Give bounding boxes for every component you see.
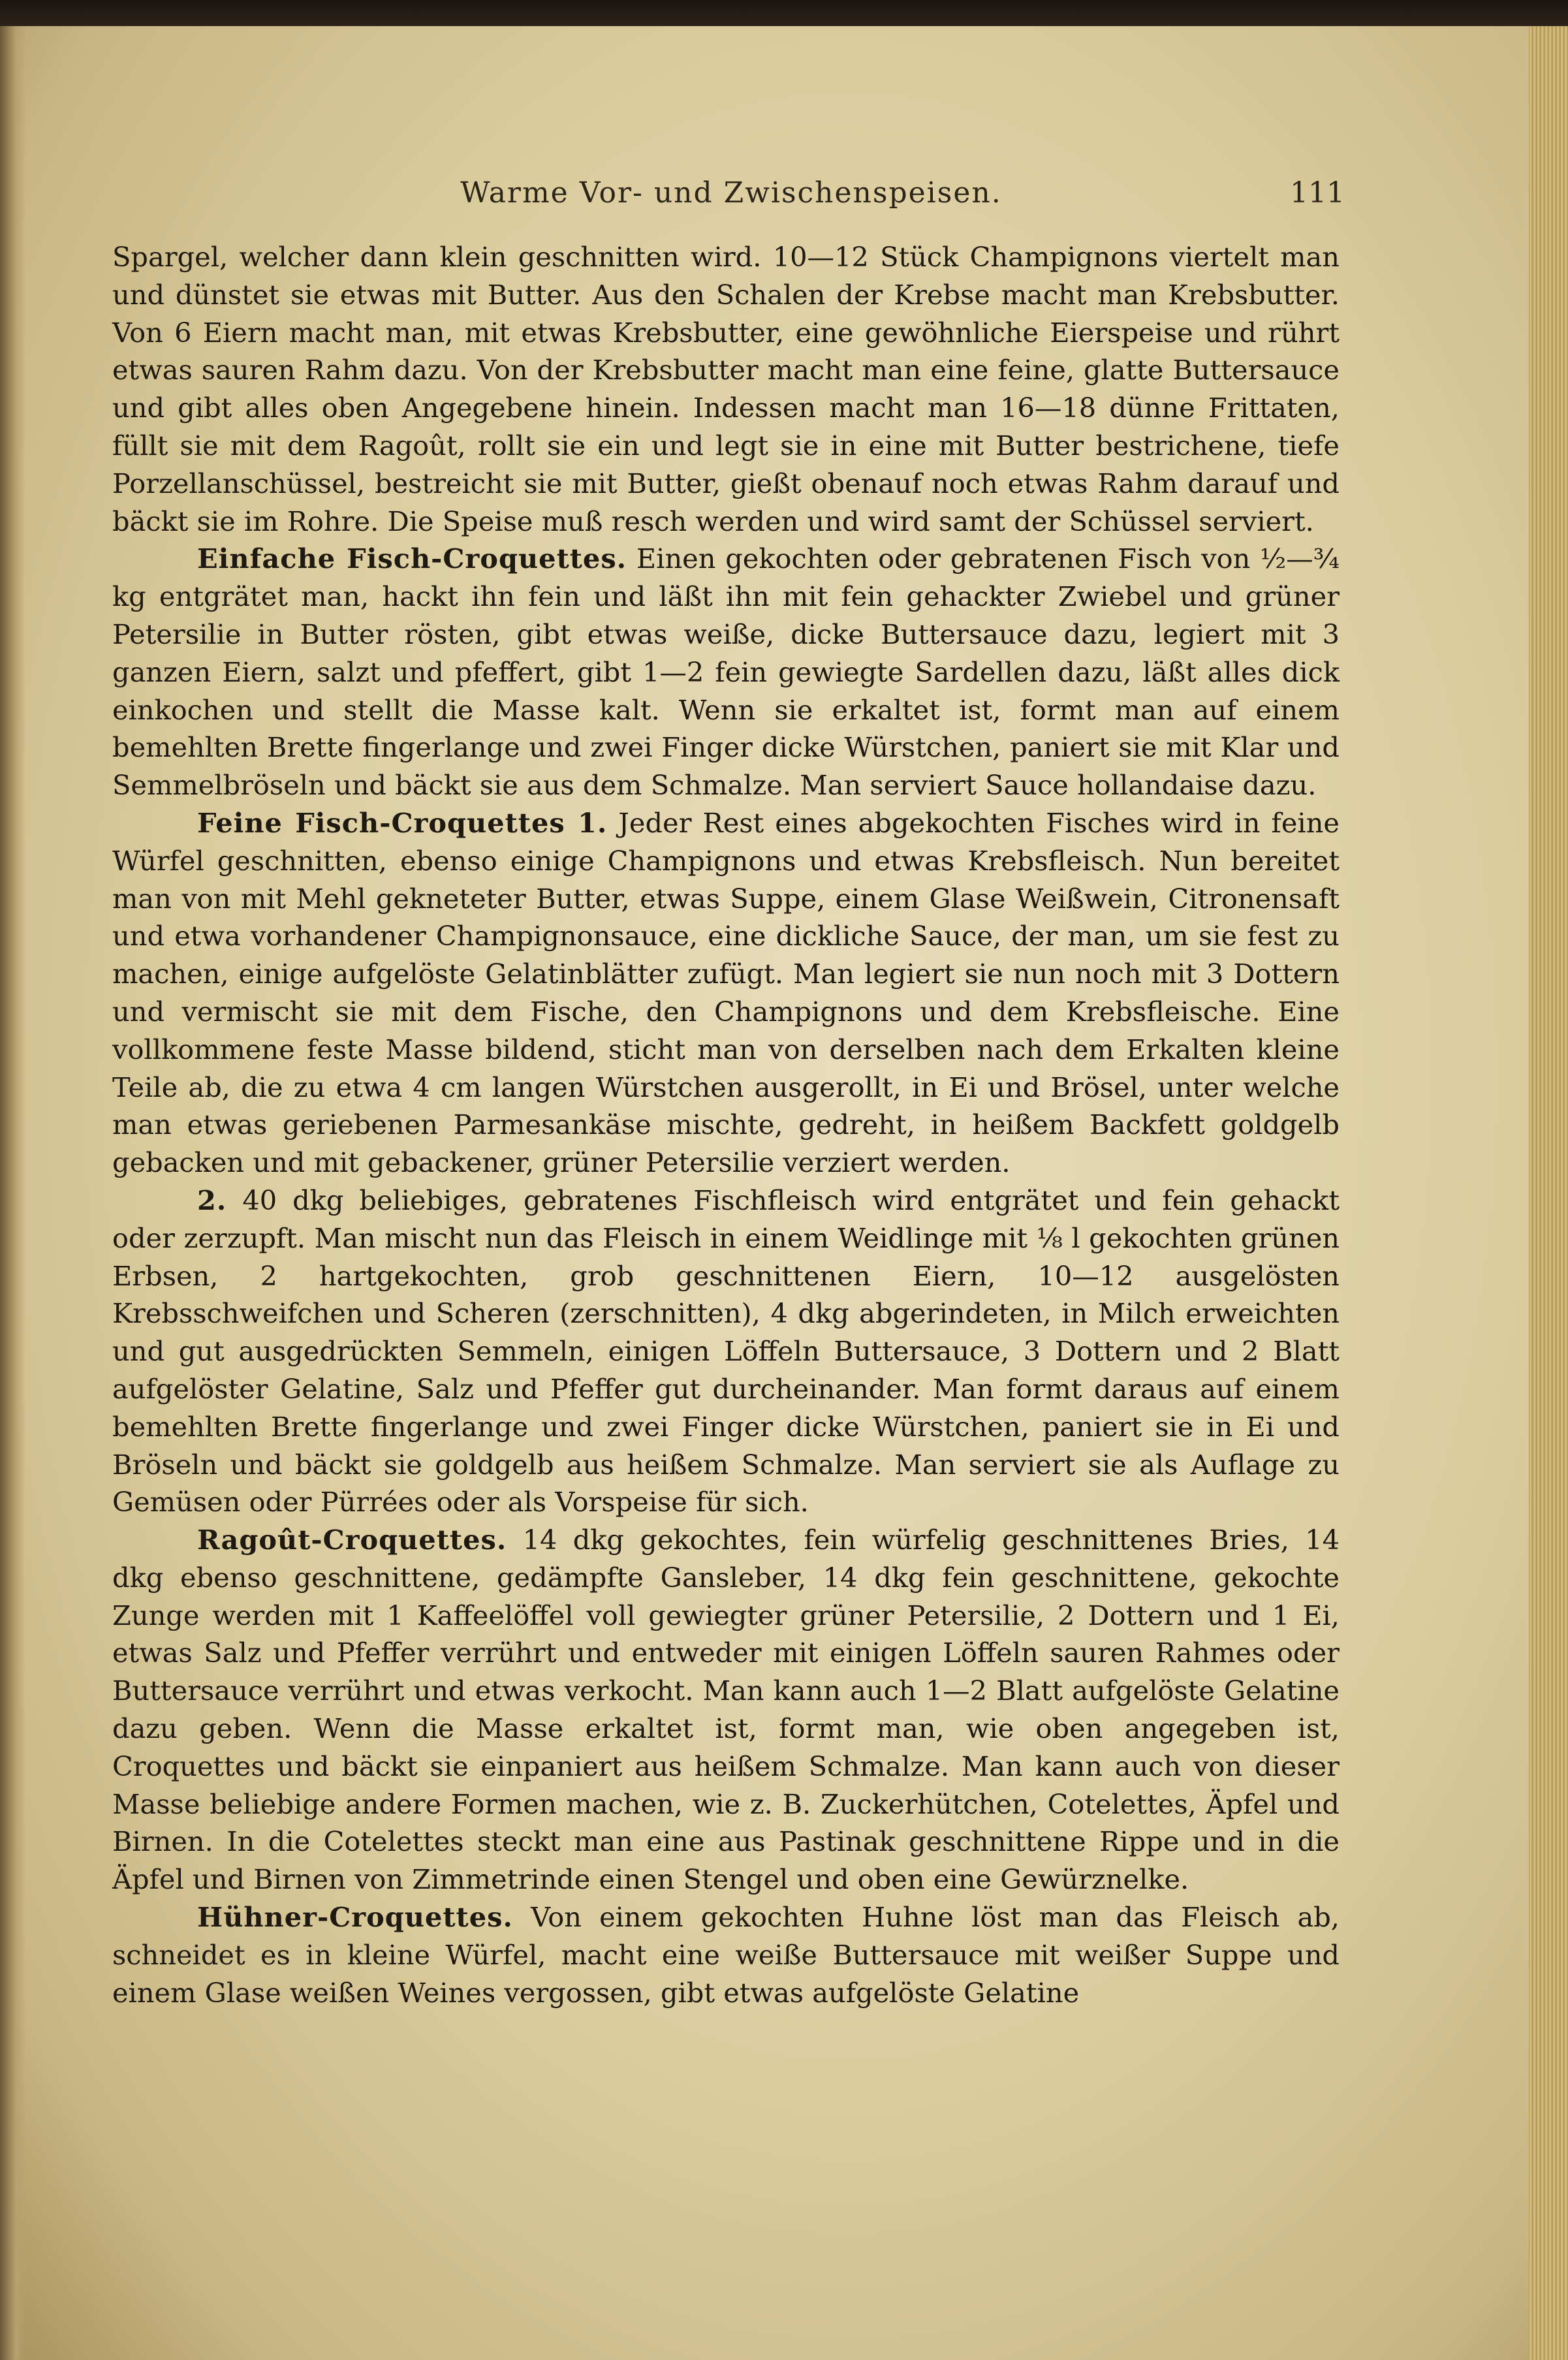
book-binding bbox=[0, 26, 26, 2360]
recipe-heading: Feine Fisch-Croquettes 1. bbox=[197, 806, 608, 839]
paragraph-text: Von einem gekochten Huhne löst man das Fleisch ab, schneidet es in kleine Würfel, macht eine weiße Buttersauce mit weißer Suppe und einem Glase weißen Weines vergossen, gibt etwas aufgelöste Gelatine bbox=[112, 1901, 1340, 2009]
page-header bbox=[118, 176, 1345, 215]
body-text bbox=[112, 238, 1340, 2011]
running-title: Warme Vor- und Zwischenspeisen. bbox=[460, 176, 1002, 210]
page-number: 111 bbox=[1290, 176, 1345, 210]
paragraph-huehner-croquettes bbox=[112, 1898, 1340, 2011]
recipe-heading: Ragoût-Croquettes. bbox=[197, 1524, 507, 1556]
paragraph-spargel-continued bbox=[112, 238, 1340, 540]
paragraph-text: Jeder Rest eines abgekochten Fisches wird in feine Würfel geschnitten, ebenso einige Champignons und etwas Krebsfleisch. Nun bereitet man von mit Mehl gekneteter Butter, etwas Suppe, einem Glase Weißwein, Citronensaft und etwa vorhandener Champignonsauce, eine dickliche Sauce, der man, um sie fest zu machen, einige aufgelöste Gelatinblätter zufügt. Man legiert sie nun noch mit 3 Dottern und vermischt sie mit dem Fische, den Champignons und dem Krebsfleische. Eine vollkommene feste Masse bildend, sticht man von derselben nach dem Erkalten kleine Teile ab, die zu etwa 4 cm langen Würstchen ausgerollt, in Ei und Brösel, unter welche man etwas geriebenen Parmesankäse mischte, gedreht, in heißem Backfett goldgelb gebacken und mit gebackener, grüner Petersilie verziert werden. bbox=[112, 806, 1340, 1179]
paragraph-text: 14 dkg gekochtes, fein würfelig geschnittenes Bries, 14 dkg ebenso geschnittene, gedämpfte Gansleber, 14 dkg fein geschnittene, gekochte Zunge werden mit 1 Kaffeelöffel voll gewiegter grüner Petersilie, 2 Dottern und 1 Ei, etwas Salz und Pfeffer verrührt und entweder mit einigen Löffeln sauren Rahmes oder Buttersauce verrührt und etwas verkocht. Man kann auch 1—2 Blatt aufgelöste Gelatine dazu geben. Wenn die Masse erkaltet ist, formt man, wie oben angegeben ist, Croquettes und bäckt sie einpaniert aus heißem Schmalze. Man kann auch von dieser Masse beliebige andere Formen machen, wie z. B. Zuckerhütchen, Cotelettes, Äpfel und Birnen. In die Cotelettes steckt man eine aus Pastinak geschnittene Rippe und in die Äpfel und Birnen von Zimmetrinde einen Stengel und oben eine Gewürznelke. bbox=[112, 1524, 1340, 1896]
recipe-heading: Hühner-Croquettes. bbox=[197, 1901, 513, 1934]
book-page bbox=[0, 26, 1541, 2360]
paragraph-ragout-croquettes bbox=[112, 1521, 1340, 1898]
paragraph-feine-fisch-croquettes-2 bbox=[112, 1182, 1340, 1521]
page-edges bbox=[1529, 26, 1568, 2360]
paragraph-einfache-fisch-croquettes bbox=[112, 540, 1340, 804]
recipe-variant-number: 2. bbox=[197, 1184, 227, 1216]
paragraph-text: 40 dkg beliebiges, gebratenes Fischfleisch wird entgrätet und fein gehackt oder zerzupft. Man mischt nun das Fleisch in einem Weidlinge mit ⅛ l gekochten grünen Erbsen, 2 hartgekochten, grob geschnittenen Eiern, 10—12 ausgelösten Krebsschweifchen und Scheren (zerschnitten), 4 dkg abgerindeten, in Milch erweichten und gut ausgedrückten Semmeln, einigen Löffeln Buttersauce, 3 Dottern und 2 Blatt aufgelöster Gelatine, Salz und Pfeffer gut durcheinander. Man formt daraus auf einem bemehlten Brette fingerlange und zwei Finger dicke Würstchen, paniert sie in Ei und Bröseln und bäckt sie goldgelb aus heißem Schmalze. Man serviert sie als Auflage zu Gemüsen oder Pürrées oder als Vorspeise für sich. bbox=[112, 1184, 1340, 1518]
paragraph-text: Einen gekochten oder gebratenen Fisch von ½—¾ kg entgrätet man, hackt ihn fein und läßt ihn mit fein gehackter Zwiebel und grüner Petersilie in Butter rösten, gibt etwas weiße, dicke Buttersauce dazu, legiert mit 3 ganzen Eiern, salzt und pfeffert, gibt 1—2 fein gewiegte Sardellen dazu, läßt alles dick einkochen und stellt die Masse kalt. Wenn sie erkaltet ist, formt man auf einem bemehlten Brette fingerlange und zwei Finger dicke Würstchen, paniert sie mit Klar und Semmelbröseln und bäckt sie aus dem Schmalze. Man serviert Sauce hollandaise dazu. bbox=[112, 543, 1340, 802]
paragraph-text: Spargel, welcher dann klein geschnitten wird. 10—12 Stück Champignons viertelt man und dünstet sie etwas mit Butter. Aus den Schalen der Krebse macht man Krebsbutter. Von 6 Eiern macht man, mit etwas Krebsbutter, eine gewöhnliche Eierspeise und rührt etwas sauren Rahm dazu. Von der Krebsbutter macht man eine feine, glatte Buttersauce und gibt alles oben Angegebene hinein. Indessen macht man 16—18 dünne Frittaten, füllt sie mit dem Ragoût, rollt sie ein und legt sie in eine mit Butter bestrichene, tiefe Porzellanschüssel, bestreicht sie mit Butter, gießt obenauf noch etwas Rahm darauf und bäckt sie im Rohre. Die Speise muß resch werden und wird samt der Schüssel serviert. bbox=[112, 241, 1340, 537]
recipe-heading: Einfache Fisch-Croquettes. bbox=[197, 543, 627, 575]
paragraph-feine-fisch-croquettes-1 bbox=[112, 804, 1340, 1182]
